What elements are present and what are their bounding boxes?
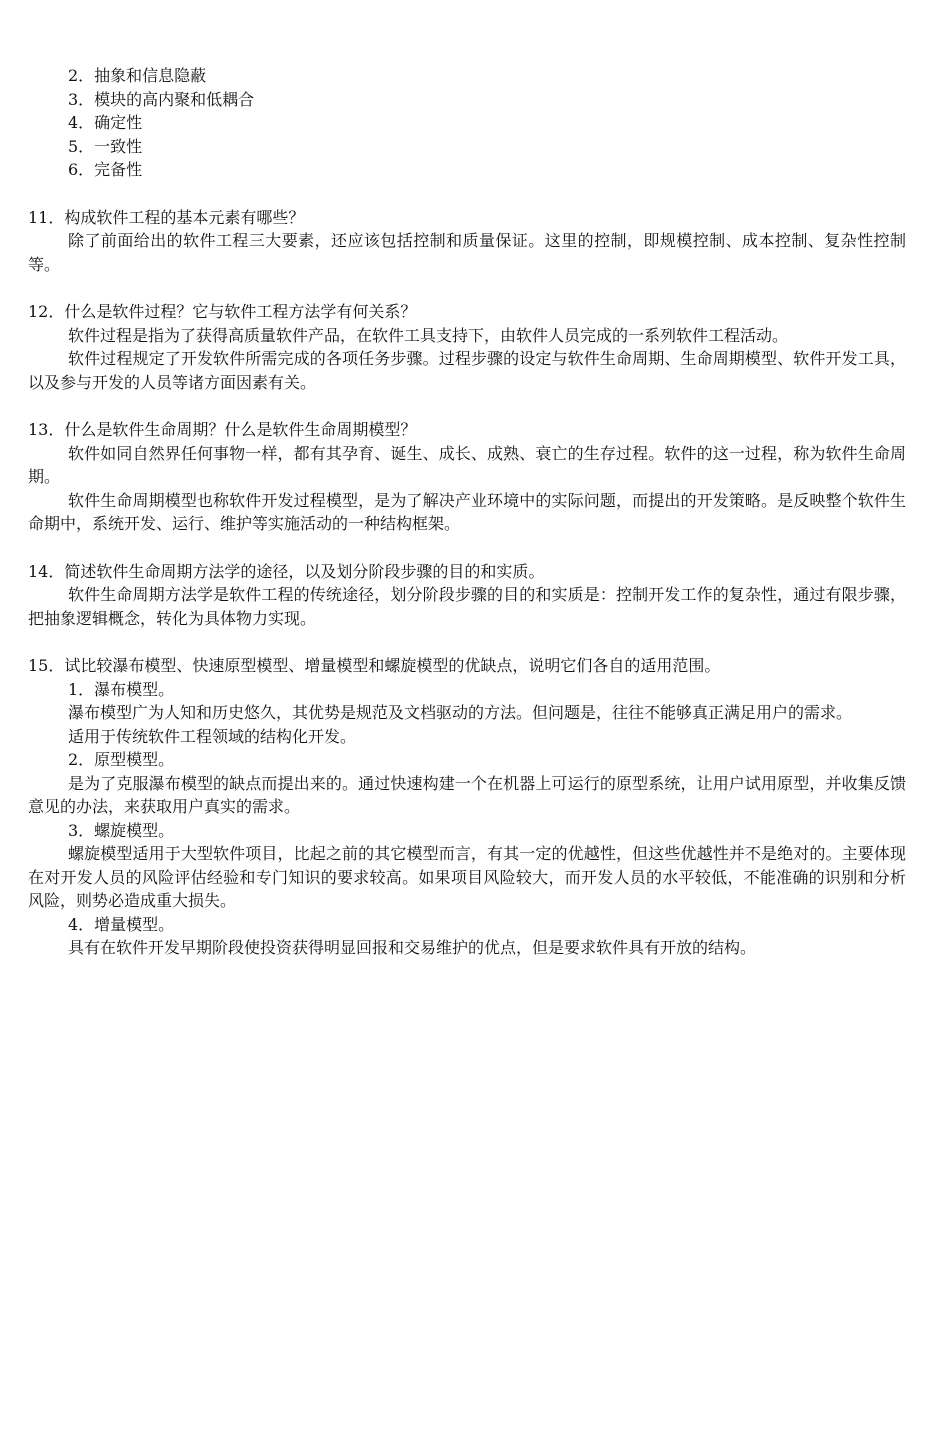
list-item: 3．模块的高内聚和低耦合	[68, 89, 255, 109]
question-14	[28, 560, 906, 631]
spacer	[28, 394, 906, 418]
answer-paragraph: 软件如同自然界任何事物一样，都有其孕育、诞生、成长、成熟、衰亡的生存过程。软件的这一过程，称为软件生命周期。	[28, 443, 906, 486]
question-heading: 15．试比较瀑布模型、快速原型模型、增量模型和螺旋模型的优缺点，说明它们各自的适用范围。	[28, 656, 721, 675]
question-15	[28, 654, 906, 960]
answer-paragraph: 软件生命周期方法学是软件工程的传统途径，划分阶段步骤的目的和实质是：控制开发工作的复杂性，通过有限步骤，把抽象逻辑概念，转化为具体物力实现。	[28, 585, 906, 628]
answer-paragraph: 瀑布模型广为人知和历史悠久，其优势是规范及文档驱动的方法。但问题是，往往不能够真正满足用户的需求。	[68, 703, 853, 722]
section-heading-incremental: 4．增量模型。	[68, 914, 175, 934]
design-principles-list	[28, 64, 906, 182]
question-heading: 13．什么是软件生命周期？什么是软件生命周期模型？	[28, 420, 417, 439]
answer-paragraph: 除了前面给出的软件工程三大要素，还应该包括控制和质量保证。这里的控制，即规模控制、成本控制、复杂性控制等。	[28, 231, 906, 274]
answer-paragraph: 螺旋模型适用于大型软件项目，比起之前的其它模型而言，有其一定的优越性，但这些优越性并不是绝对的。主要体现在对开发人员的风险评估经验和专门知识的要求较高。如果项目风险较大，而开发人员的水平较低，不能准确的识别和分析风险，则势必造成重大损失。	[28, 844, 906, 910]
spacer	[28, 182, 906, 206]
list-item: 2．抽象和信息隐蔽	[68, 66, 207, 85]
answer-paragraph: 适用于传统软件工程领域的结构化开发。	[68, 726, 357, 746]
question-heading: 12．什么是软件过程？它与软件工程方法学有何关系？	[28, 302, 417, 321]
list-item: 4．确定性	[68, 113, 143, 132]
answer-paragraph: 具有在软件开发早期阶段使投资获得明显回报和交易维护的优点，但是要求软件具有开放的结构。	[68, 938, 757, 957]
answer-paragraph: 软件过程规定了开发软件所需完成的各项任务步骤。过程步骤的设定与软件生命周期、生命周期模型、软件开发工具，以及参与开发的人员等诸方面因素有关。	[28, 349, 906, 392]
spacer	[28, 630, 906, 654]
section-heading-spiral: 3．螺旋模型。	[68, 820, 175, 840]
question-heading: 14．简述软件生命周期方法学的途径，以及划分阶段步骤的目的和实质。	[28, 561, 545, 581]
answer-paragraph: 是为了克服瀑布模型的缺点而提出来的。通过快速构建一个在机器上可运行的原型系统，让用户试用原型，并收集反馈意见的办法，来获取用户真实的需求。	[28, 773, 906, 816]
answer-paragraph: 软件过程是指为了获得高质量软件产品，在软件工具支持下，由软件人员完成的一系列软件工程活动。	[68, 325, 789, 345]
question-heading: 11．构成软件工程的基本元素有哪些？	[28, 207, 305, 227]
section-heading-waterfall: 1．瀑布模型。	[68, 679, 175, 699]
question-13	[28, 418, 906, 536]
list-item: 6．完备性	[68, 160, 143, 179]
answer-paragraph: 软件生命周期模型也称软件开发过程模型，是为了解决产业环境中的实际问题，而提出的开发策略。是反映整个软件生命期中，系统开发、运行、维护等实施活动的一种结构框架。	[28, 490, 906, 533]
spacer	[28, 276, 906, 300]
question-12	[28, 300, 906, 394]
section-heading-prototype: 2．原型模型。	[68, 750, 175, 769]
question-11	[28, 206, 906, 277]
spacer	[28, 536, 906, 560]
list-item: 5．一致性	[68, 136, 143, 156]
